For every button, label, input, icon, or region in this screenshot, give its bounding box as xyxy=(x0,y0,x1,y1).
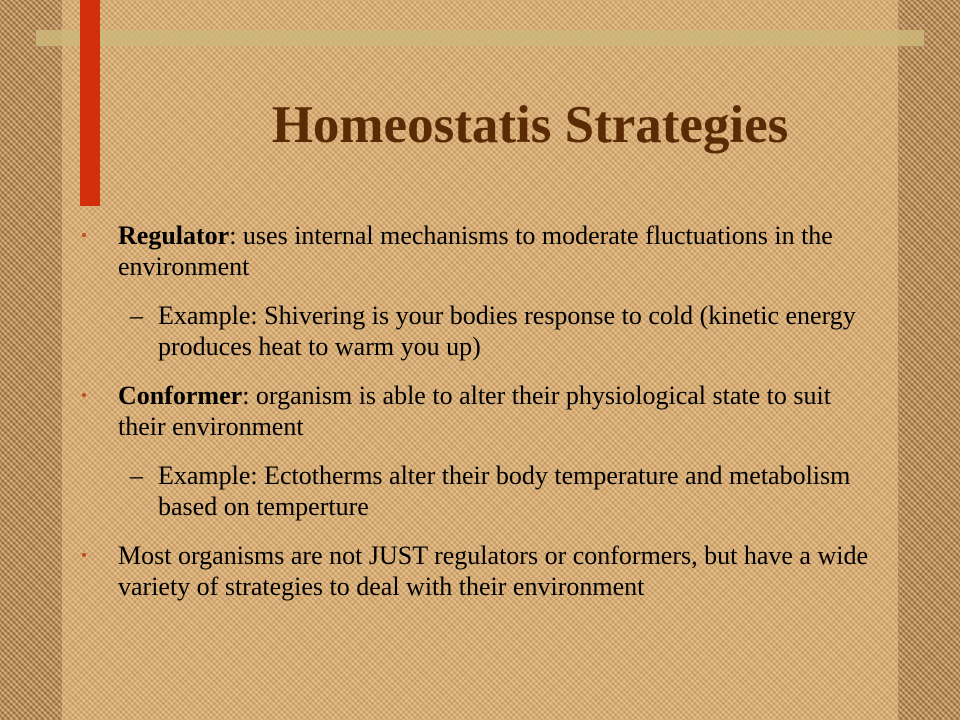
bullet-item-regulator xyxy=(82,220,872,282)
summary-text: Most organisms are not JUST regulators or conformers, but have a wide variety of strategies to deal with their environment xyxy=(118,541,869,601)
right-texture-border xyxy=(898,0,960,720)
example-regulator: Example: Shivering is your bodies response to cold (kinetic energy produces heat to warm you up) xyxy=(158,301,856,361)
slide-content xyxy=(82,220,872,620)
term-regulator: Regulator xyxy=(118,221,230,250)
bullet-icon xyxy=(82,553,86,557)
bullet-item-summary xyxy=(82,540,872,602)
term-conformer: Conformer xyxy=(118,381,243,410)
left-texture-border xyxy=(0,0,62,720)
example-conformer: Example: Ectotherms alter their body temperature and metabolism based on temperture xyxy=(158,461,851,521)
definition-conformer: : organism is able to alter their physiological state to suit their environment xyxy=(118,381,831,441)
dash-marker: – xyxy=(130,301,143,330)
bullet-icon xyxy=(82,393,86,397)
definition-regulator: : uses internal mechanisms to moderate fluctuations in the environment xyxy=(118,221,833,281)
horizontal-accent-bar xyxy=(36,30,924,46)
sub-item-conformer-example xyxy=(82,460,872,522)
slide-title: Homeostatis Strategies xyxy=(271,96,789,154)
bullet-icon xyxy=(82,233,86,237)
sub-item-regulator-example xyxy=(82,300,872,362)
vertical-accent-bar xyxy=(80,0,100,206)
bullet-item-conformer xyxy=(82,380,872,442)
dash-marker: – xyxy=(130,461,143,490)
